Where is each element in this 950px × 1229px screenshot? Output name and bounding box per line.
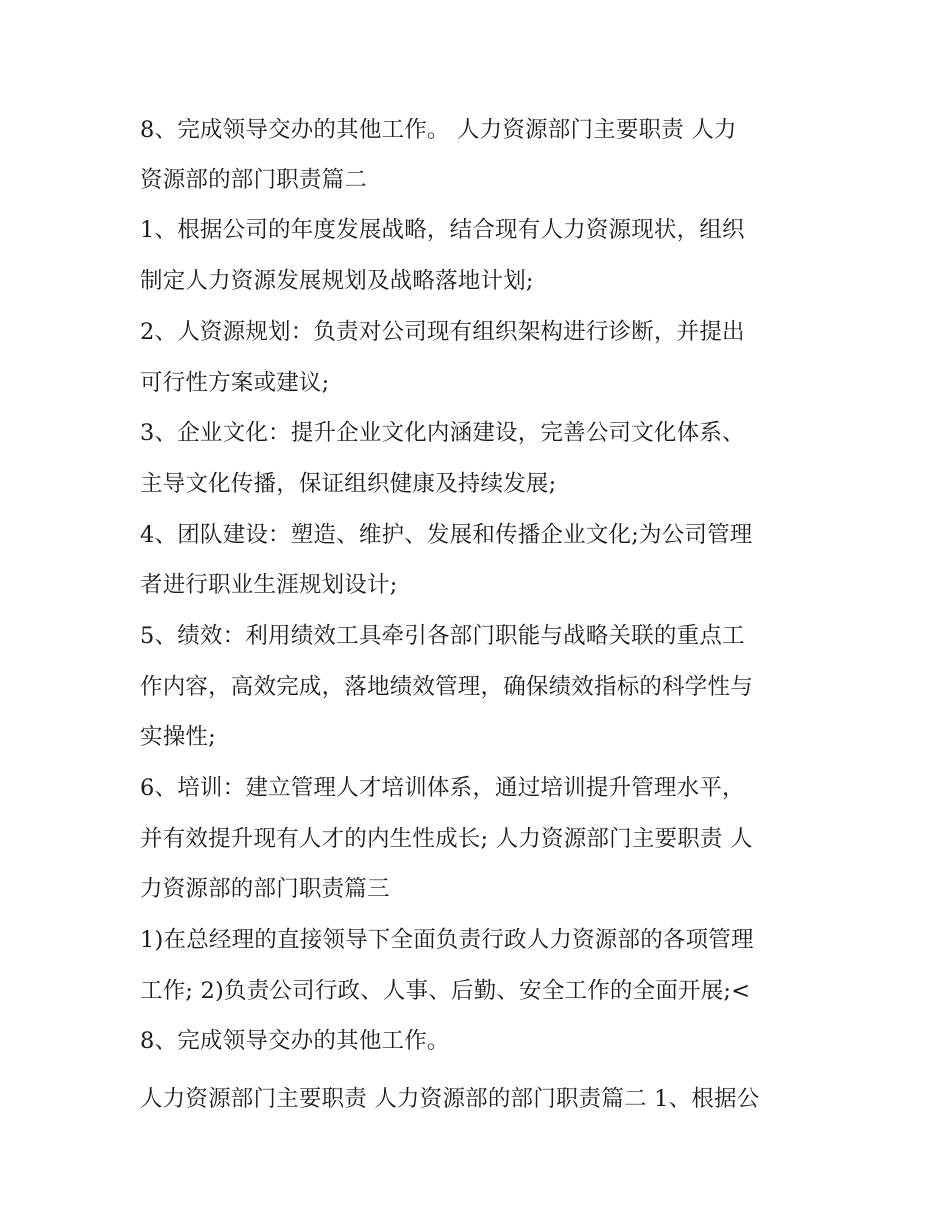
text-line: 1、根据公司的年度发展战略，结合现有人力资源现状，组织 [140,217,745,243]
text-line: 5、绩效：利用绩效工具牵引各部门职能与战略关联的重点工 [140,623,745,649]
text-line: 1)在总经理的直接领导下全面负责行政人力资源部的各项管理 [140,927,754,953]
text-line: 并有效提升现有人才的内生性成长; 人力资源部门主要职责 人 [140,826,753,852]
text-line: 8、完成领导交办的其他工作。 [140,1028,450,1054]
text-line: 实操性; [140,724,216,750]
text-line: 主导文化传播，保证组织健康及持续发展; [140,471,557,497]
text-line: 8、完成领导交办的其他工作。 人力资源部门主要职责 人力 [140,117,737,143]
text-line: 者进行职业生涯规划设计; [140,572,398,598]
text-line: 资源部的部门职责篇二 [140,167,368,193]
text-line: 人力资源部门主要职责 人力资源部的部门职责篇二 1、根据公 [140,1086,760,1112]
text-line: 制定人力资源发展规划及战略落地计划; [140,268,534,294]
text-line: 2、人资源规划：负责对公司现有组织架构进行诊断，并提出 [140,319,745,345]
text-line: 可行性方案或建议; [140,370,330,396]
text-line: 作内容，高效完成，落地绩效管理，确保绩效指标的科学性与 [140,674,753,700]
text-line: 工作; 2)负责公司行政、人事、后勤、安全工作的全面开展;< [140,978,751,1004]
text-line: 4、团队建设：塑造、维护、发展和传播企业文化;为公司管理 [140,522,753,548]
text-line: 力资源部的部门职责篇三 [140,876,390,902]
text-line: 6、培训：建立管理人才培训体系，通过培训提升管理水平， [140,775,745,801]
text-line: 3、企业文化：提升企业文化内涵建设，完善公司文化体系、 [140,420,745,446]
